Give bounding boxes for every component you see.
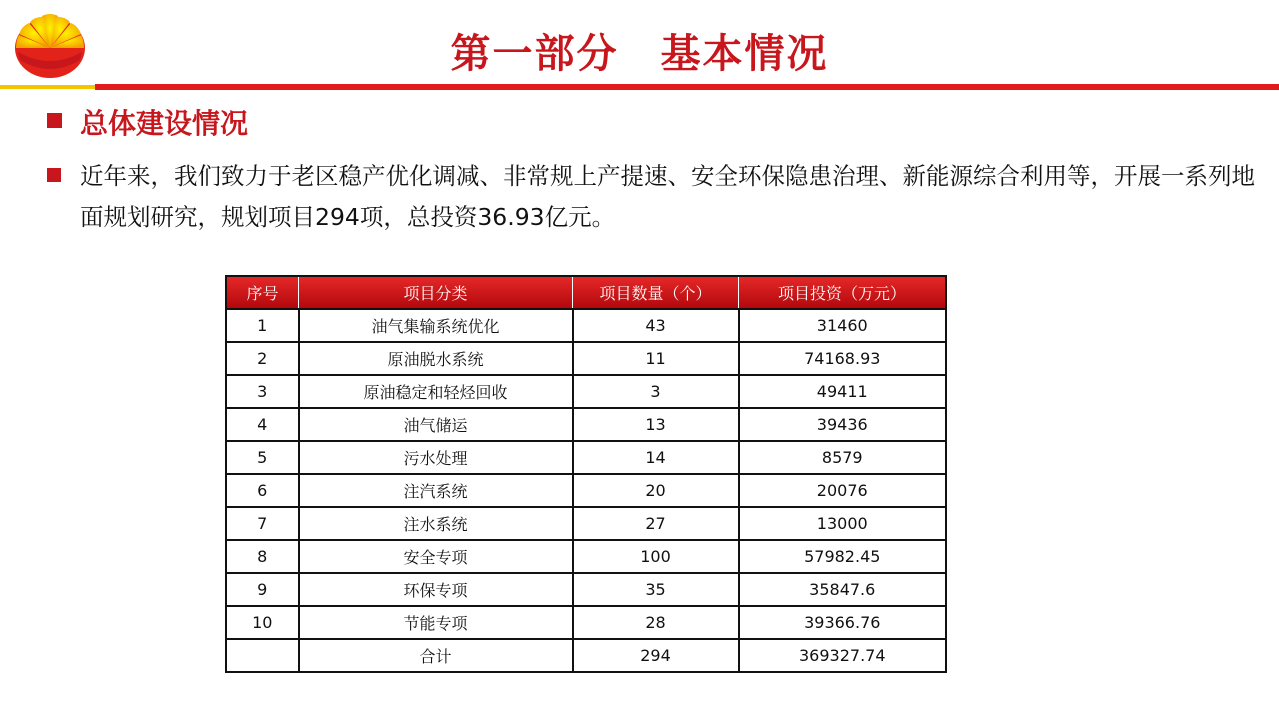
header-category: 项目分类 <box>299 276 573 309</box>
section-bullet-icon <box>47 113 62 128</box>
cell-investment: 35847.6 <box>739 573 947 606</box>
cell-count: 11 <box>573 342 739 375</box>
summary-paragraph: 近年来，我们致力于老区稳产优化调减、非常规上产提速、安全环保隐患治理、新能源综合利用等，开展一系列地面规划研究，规划项目294项，总投资36.93亿元。 <box>80 162 1255 231</box>
project-table <box>225 275 947 673</box>
cell-count: 28 <box>573 606 739 639</box>
cell-category: 环保专项 <box>299 573 573 606</box>
table-row <box>226 606 946 639</box>
cell-index: 7 <box>226 507 299 540</box>
cell-count: 3 <box>573 375 739 408</box>
cell-count: 14 <box>573 441 739 474</box>
table-row <box>226 375 946 408</box>
table-row <box>226 342 946 375</box>
cell-index: 9 <box>226 573 299 606</box>
cell-category: 油气储运 <box>299 408 573 441</box>
cell-index: 4 <box>226 408 299 441</box>
table-row <box>226 408 946 441</box>
cell-investment: 13000 <box>739 507 947 540</box>
cell-category: 原油脱水系统 <box>299 342 573 375</box>
cell-category: 原油稳定和轻烃回收 <box>299 375 573 408</box>
table-row <box>226 573 946 606</box>
cell-investment: 74168.93 <box>739 342 947 375</box>
cell-category: 合计 <box>299 639 573 672</box>
cell-count: 294 <box>573 639 739 672</box>
cell-index: 8 <box>226 540 299 573</box>
table-row <box>226 441 946 474</box>
cell-index: 3 <box>226 375 299 408</box>
page-title: 第一部分 基本情况 <box>450 31 829 77</box>
paragraph-bullet-icon <box>47 168 61 182</box>
cell-investment: 8579 <box>739 441 947 474</box>
table-header-row <box>226 276 946 309</box>
header-rule-yellow <box>0 85 95 89</box>
header-index: 序号 <box>226 276 299 309</box>
cell-index: 5 <box>226 441 299 474</box>
cell-investment: 39436 <box>739 408 947 441</box>
cell-investment: 20076 <box>739 474 947 507</box>
cell-investment: 49411 <box>739 375 947 408</box>
cell-index: 6 <box>226 474 299 507</box>
cell-category: 安全专项 <box>299 540 573 573</box>
cell-category: 节能专项 <box>299 606 573 639</box>
cell-category: 污水处理 <box>299 441 573 474</box>
section-title: 总体建设情况 <box>80 107 249 140</box>
cell-index: 2 <box>226 342 299 375</box>
cell-count: 13 <box>573 408 739 441</box>
cell-index <box>226 639 299 672</box>
cell-category: 注水系统 <box>299 507 573 540</box>
table-row <box>226 540 946 573</box>
cell-category: 注汽系统 <box>299 474 573 507</box>
cell-count: 20 <box>573 474 739 507</box>
header-rule-red <box>95 84 1279 90</box>
cell-count: 100 <box>573 540 739 573</box>
table-row <box>226 507 946 540</box>
cell-count: 27 <box>573 507 739 540</box>
cell-investment: 31460 <box>739 309 947 342</box>
cell-index: 10 <box>226 606 299 639</box>
table-row <box>226 309 946 342</box>
cell-investment: 57982.45 <box>739 540 947 573</box>
cell-index: 1 <box>226 309 299 342</box>
table-total-row <box>226 639 946 672</box>
header-investment: 项目投资（万元） <box>739 276 947 309</box>
cell-category: 油气集输系统优化 <box>299 309 573 342</box>
cell-investment: 369327.74 <box>739 639 947 672</box>
header-count: 项目数量（个） <box>573 276 739 309</box>
cell-count: 35 <box>573 573 739 606</box>
table-row <box>226 474 946 507</box>
cell-investment: 39366.76 <box>739 606 947 639</box>
cell-count: 43 <box>573 309 739 342</box>
